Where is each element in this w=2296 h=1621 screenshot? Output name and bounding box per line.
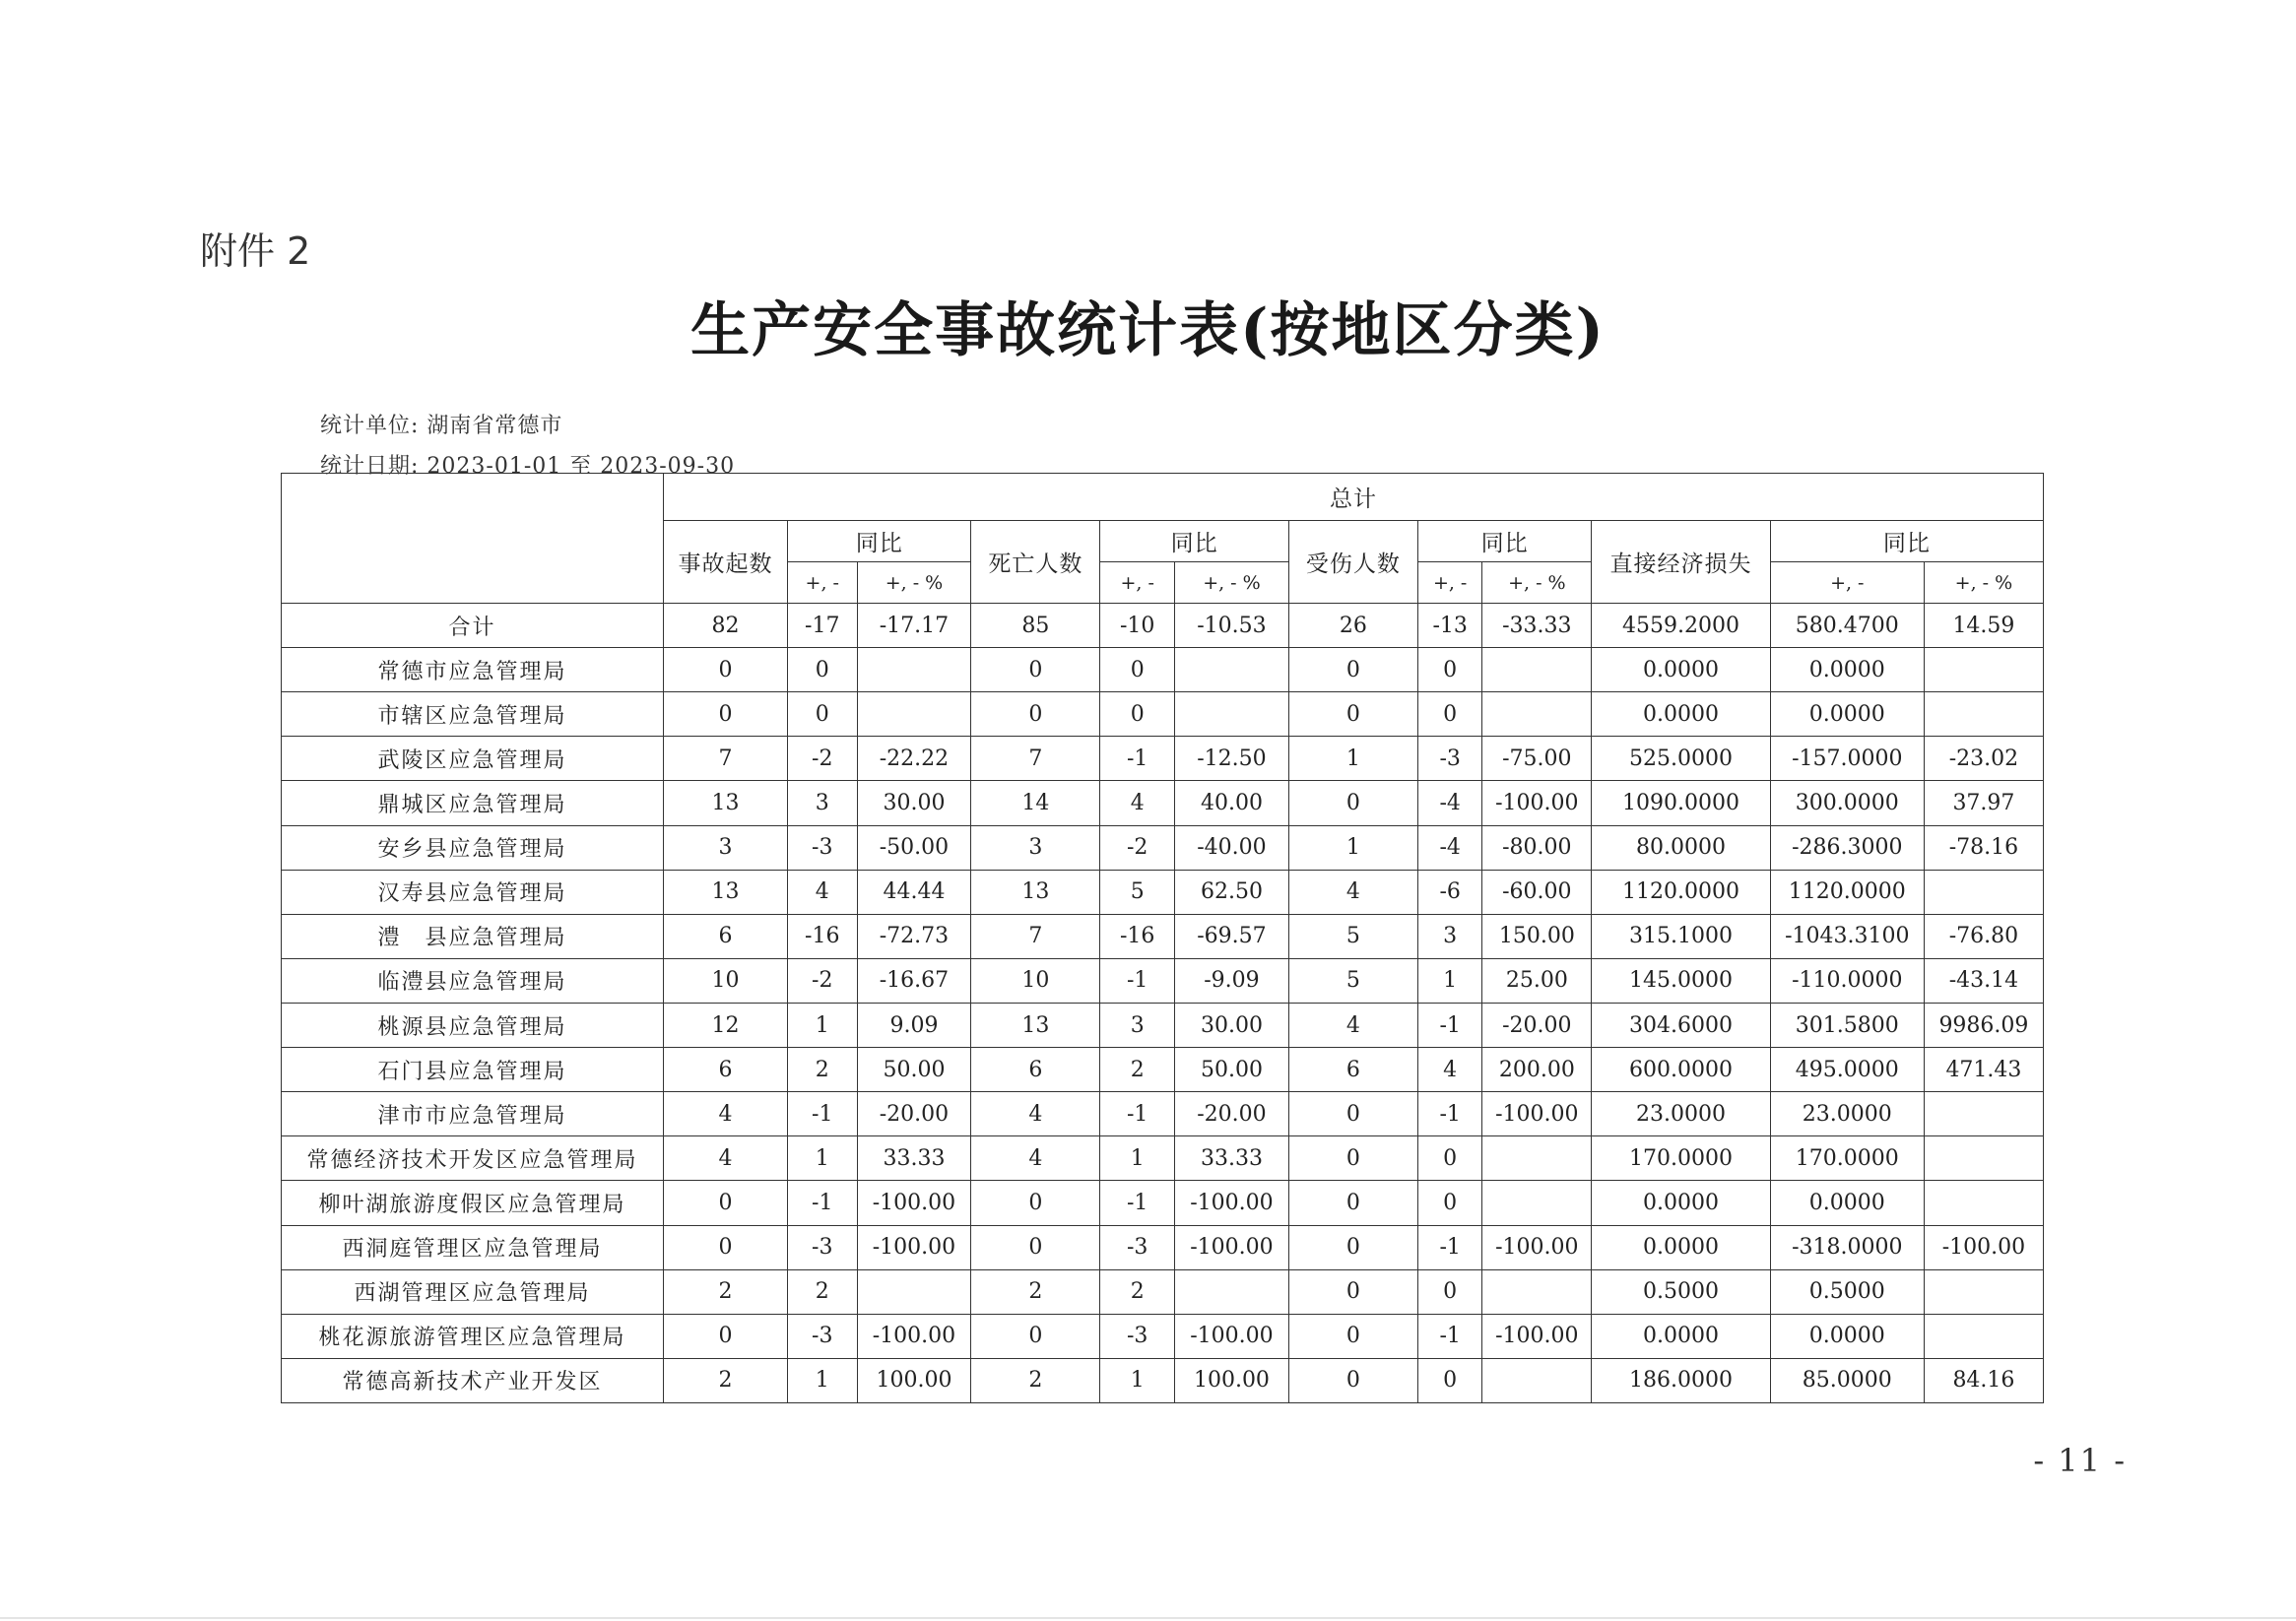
cell-loss: 0.0000 bbox=[1592, 1314, 1770, 1358]
cell-inj: 0 bbox=[1288, 1225, 1417, 1269]
cell-death-pct bbox=[1175, 648, 1289, 692]
table-row bbox=[282, 1181, 2044, 1225]
cell-death-diff: 4 bbox=[1100, 781, 1175, 825]
cell-death-pct bbox=[1175, 692, 1289, 737]
cell-acc-diff: 1 bbox=[787, 1003, 857, 1047]
cell-acc-pct bbox=[857, 648, 971, 692]
cell-region: 常德高新技术产业开发区 bbox=[282, 1358, 664, 1402]
cell-death: 2 bbox=[971, 1358, 1100, 1402]
cell-death: 14 bbox=[971, 781, 1100, 825]
cell-acc-diff: -2 bbox=[787, 958, 857, 1003]
cell-acc-pct: -72.73 bbox=[857, 914, 971, 958]
cell-death: 6 bbox=[971, 1048, 1100, 1092]
cell-death: 0 bbox=[971, 1181, 1100, 1225]
cell-acc: 12 bbox=[664, 1003, 788, 1047]
statistics-table bbox=[281, 473, 2044, 1403]
cell-region: 津市市应急管理局 bbox=[282, 1092, 664, 1136]
header-injured-diff: +, - bbox=[1417, 562, 1482, 604]
cell-loss: 304.6000 bbox=[1592, 1003, 1770, 1047]
cell-acc: 2 bbox=[664, 1358, 788, 1402]
cell-death-diff: -1 bbox=[1100, 737, 1175, 781]
cell-loss: 186.0000 bbox=[1592, 1358, 1770, 1402]
cell-inj: 0 bbox=[1288, 1358, 1417, 1402]
header-deaths-diff: +, - bbox=[1100, 562, 1175, 604]
cell-inj-diff: -13 bbox=[1417, 604, 1482, 648]
cell-inj: 5 bbox=[1288, 914, 1417, 958]
cell-inj-pct: -100.00 bbox=[1482, 781, 1592, 825]
cell-acc-pct: 9.09 bbox=[857, 1003, 971, 1047]
cell-loss-diff: 495.0000 bbox=[1770, 1048, 1924, 1092]
cell-death: 0 bbox=[971, 648, 1100, 692]
cell-loss-pct: -43.14 bbox=[1924, 958, 2043, 1003]
cell-death-pct: 62.50 bbox=[1175, 870, 1289, 914]
cell-inj-pct bbox=[1482, 1181, 1592, 1225]
table-row bbox=[282, 1358, 2044, 1402]
cell-loss-pct: 84.16 bbox=[1924, 1358, 2043, 1402]
cell-loss: 23.0000 bbox=[1592, 1092, 1770, 1136]
header-loss: 直接经济损失 bbox=[1592, 521, 1770, 604]
cell-inj-pct bbox=[1482, 1136, 1592, 1181]
cell-death-pct: 100.00 bbox=[1175, 1358, 1289, 1402]
cell-death-pct: -10.53 bbox=[1175, 604, 1289, 648]
cell-region: 市辖区应急管理局 bbox=[282, 692, 664, 737]
cell-death-diff: -3 bbox=[1100, 1225, 1175, 1269]
cell-loss-pct bbox=[1924, 1269, 2043, 1314]
cell-death-diff: 0 bbox=[1100, 692, 1175, 737]
table-row bbox=[282, 692, 2044, 737]
table-header bbox=[282, 474, 2044, 604]
cell-acc-diff: -17 bbox=[787, 604, 857, 648]
cell-inj-diff: 3 bbox=[1417, 914, 1482, 958]
cell-loss-pct: 14.59 bbox=[1924, 604, 2043, 648]
cell-loss: 4559.2000 bbox=[1592, 604, 1770, 648]
cell-acc-pct: 30.00 bbox=[857, 781, 971, 825]
cell-loss-pct bbox=[1924, 1181, 2043, 1225]
cell-loss: 0.0000 bbox=[1592, 1225, 1770, 1269]
cell-acc-diff: 0 bbox=[787, 648, 857, 692]
cell-acc-diff: -3 bbox=[787, 825, 857, 870]
cell-death-diff: 2 bbox=[1100, 1048, 1175, 1092]
cell-inj-diff: 0 bbox=[1417, 648, 1482, 692]
page-number: - 11 - bbox=[2033, 1442, 2127, 1479]
cell-inj-pct: -100.00 bbox=[1482, 1225, 1592, 1269]
cell-inj-pct bbox=[1482, 648, 1592, 692]
header-accidents: 事故起数 bbox=[664, 521, 788, 604]
cell-loss-diff: 301.5800 bbox=[1770, 1003, 1924, 1047]
table-row bbox=[282, 1314, 2044, 1358]
cell-region: 汉寿县应急管理局 bbox=[282, 870, 664, 914]
cell-loss-diff: -318.0000 bbox=[1770, 1225, 1924, 1269]
cell-loss-pct: -23.02 bbox=[1924, 737, 2043, 781]
cell-death-diff: 1 bbox=[1100, 1136, 1175, 1181]
cell-death: 0 bbox=[971, 1314, 1100, 1358]
cell-loss-pct bbox=[1924, 870, 2043, 914]
cell-region: 常德市应急管理局 bbox=[282, 648, 664, 692]
cell-death-diff: -2 bbox=[1100, 825, 1175, 870]
cell-inj-pct: -100.00 bbox=[1482, 1092, 1592, 1136]
cell-loss-diff: 1120.0000 bbox=[1770, 870, 1924, 914]
cell-loss-diff: -157.0000 bbox=[1770, 737, 1924, 781]
header-deaths: 死亡人数 bbox=[971, 521, 1100, 604]
cell-death-pct: -20.00 bbox=[1175, 1092, 1289, 1136]
cell-acc: 6 bbox=[664, 1048, 788, 1092]
cell-inj-pct bbox=[1482, 692, 1592, 737]
cell-death-pct: -40.00 bbox=[1175, 825, 1289, 870]
cell-death: 7 bbox=[971, 914, 1100, 958]
cell-loss: 170.0000 bbox=[1592, 1136, 1770, 1181]
cell-inj: 0 bbox=[1288, 1314, 1417, 1358]
cell-inj-diff: -1 bbox=[1417, 1314, 1482, 1358]
table-row bbox=[282, 1225, 2044, 1269]
cell-loss: 0.0000 bbox=[1592, 648, 1770, 692]
table-row bbox=[282, 1003, 2044, 1047]
cell-inj: 1 bbox=[1288, 737, 1417, 781]
cell-region: 鼎城区应急管理局 bbox=[282, 781, 664, 825]
cell-inj-diff: -3 bbox=[1417, 737, 1482, 781]
cell-acc-diff: 2 bbox=[787, 1048, 857, 1092]
cell-death: 7 bbox=[971, 737, 1100, 781]
table-row bbox=[282, 1092, 2044, 1136]
cell-loss-diff: -1043.3100 bbox=[1770, 914, 1924, 958]
cell-loss: 0.5000 bbox=[1592, 1269, 1770, 1314]
cell-loss-diff: 300.0000 bbox=[1770, 781, 1924, 825]
cell-acc: 13 bbox=[664, 870, 788, 914]
cell-acc-diff: 1 bbox=[787, 1358, 857, 1402]
cell-acc-pct: -100.00 bbox=[857, 1225, 971, 1269]
table-row bbox=[282, 914, 2044, 958]
cell-loss: 1120.0000 bbox=[1592, 870, 1770, 914]
cell-death: 3 bbox=[971, 825, 1100, 870]
cell-death-pct: -12.50 bbox=[1175, 737, 1289, 781]
cell-loss: 80.0000 bbox=[1592, 825, 1770, 870]
cell-loss: 1090.0000 bbox=[1592, 781, 1770, 825]
cell-loss-pct: 471.43 bbox=[1924, 1048, 2043, 1092]
cell-acc-diff: -16 bbox=[787, 914, 857, 958]
cell-loss-diff: 0.5000 bbox=[1770, 1269, 1924, 1314]
cell-acc: 4 bbox=[664, 1092, 788, 1136]
cell-inj-diff: 1 bbox=[1417, 958, 1482, 1003]
header-loss-pct: +, - % bbox=[1924, 562, 2043, 604]
cell-inj: 0 bbox=[1288, 648, 1417, 692]
cell-inj: 1 bbox=[1288, 825, 1417, 870]
cell-inj-pct bbox=[1482, 1358, 1592, 1402]
cell-acc: 4 bbox=[664, 1136, 788, 1181]
cell-acc: 0 bbox=[664, 648, 788, 692]
cell-region: 石门县应急管理局 bbox=[282, 1048, 664, 1092]
cell-death: 13 bbox=[971, 1003, 1100, 1047]
stat-unit: 统计单位: 湖南省常德市 bbox=[320, 414, 563, 438]
cell-death: 85 bbox=[971, 604, 1100, 648]
cell-loss-diff: 170.0000 bbox=[1770, 1136, 1924, 1181]
cell-acc-pct: -20.00 bbox=[857, 1092, 971, 1136]
cell-loss-diff: 23.0000 bbox=[1770, 1092, 1924, 1136]
cell-inj-pct bbox=[1482, 1269, 1592, 1314]
cell-acc-pct: 33.33 bbox=[857, 1136, 971, 1181]
region-header-blank bbox=[282, 474, 664, 604]
cell-death-pct: -9.09 bbox=[1175, 958, 1289, 1003]
cell-loss: 0.0000 bbox=[1592, 692, 1770, 737]
cell-acc-pct: -50.00 bbox=[857, 825, 971, 870]
table-row bbox=[282, 1136, 2044, 1181]
cell-acc-pct: -100.00 bbox=[857, 1181, 971, 1225]
cell-acc-diff: -3 bbox=[787, 1225, 857, 1269]
cell-death-diff: 0 bbox=[1100, 648, 1175, 692]
page-bottom-rule bbox=[0, 1617, 2296, 1619]
cell-death-pct: 30.00 bbox=[1175, 1003, 1289, 1047]
cell-death-diff: 5 bbox=[1100, 870, 1175, 914]
header-accidents-diff: +, - bbox=[787, 562, 857, 604]
cell-region: 澧 县应急管理局 bbox=[282, 914, 664, 958]
cell-acc-pct bbox=[857, 692, 971, 737]
cell-death-pct: -69.57 bbox=[1175, 914, 1289, 958]
cell-acc-pct: 44.44 bbox=[857, 870, 971, 914]
cell-acc: 6 bbox=[664, 914, 788, 958]
cell-death: 4 bbox=[971, 1092, 1100, 1136]
cell-acc-diff: -1 bbox=[787, 1181, 857, 1225]
table-row bbox=[282, 604, 2044, 648]
cell-acc-pct: -17.17 bbox=[857, 604, 971, 648]
cell-inj: 4 bbox=[1288, 1003, 1417, 1047]
cell-inj: 4 bbox=[1288, 870, 1417, 914]
cell-death-diff: -3 bbox=[1100, 1314, 1175, 1358]
cell-region: 合计 bbox=[282, 604, 664, 648]
cell-death-pct: -100.00 bbox=[1175, 1314, 1289, 1358]
cell-death-diff: 1 bbox=[1100, 1358, 1175, 1402]
header-deaths-yoy: 同比 bbox=[1100, 521, 1288, 562]
cell-loss: 600.0000 bbox=[1592, 1048, 1770, 1092]
cell-inj-pct: 25.00 bbox=[1482, 958, 1592, 1003]
table-row bbox=[282, 825, 2044, 870]
table-row bbox=[282, 737, 2044, 781]
cell-acc-pct: -16.67 bbox=[857, 958, 971, 1003]
cell-acc: 13 bbox=[664, 781, 788, 825]
cell-inj: 0 bbox=[1288, 692, 1417, 737]
cell-region: 柳叶湖旅游度假区应急管理局 bbox=[282, 1181, 664, 1225]
cell-region: 西湖管理区应急管理局 bbox=[282, 1269, 664, 1314]
header-deaths-pct: +, - % bbox=[1175, 562, 1289, 604]
cell-acc: 7 bbox=[664, 737, 788, 781]
cell-inj-diff: -1 bbox=[1417, 1092, 1482, 1136]
cell-acc-diff: 4 bbox=[787, 870, 857, 914]
cell-loss-diff: 85.0000 bbox=[1770, 1358, 1924, 1402]
cell-loss-diff: -110.0000 bbox=[1770, 958, 1924, 1003]
cell-death: 0 bbox=[971, 692, 1100, 737]
table-row bbox=[282, 1048, 2044, 1092]
cell-acc: 0 bbox=[664, 1314, 788, 1358]
cell-acc-pct: -22.22 bbox=[857, 737, 971, 781]
cell-inj-diff: 0 bbox=[1417, 1358, 1482, 1402]
cell-inj-diff: 0 bbox=[1417, 1136, 1482, 1181]
table-row bbox=[282, 958, 2044, 1003]
cell-death: 2 bbox=[971, 1269, 1100, 1314]
cell-inj-diff: 0 bbox=[1417, 1181, 1482, 1225]
cell-inj: 0 bbox=[1288, 1181, 1417, 1225]
cell-acc-diff: -3 bbox=[787, 1314, 857, 1358]
cell-death-diff: 2 bbox=[1100, 1269, 1175, 1314]
cell-loss-diff: 0.0000 bbox=[1770, 692, 1924, 737]
cell-acc: 2 bbox=[664, 1269, 788, 1314]
cell-death-pct: 33.33 bbox=[1175, 1136, 1289, 1181]
cell-death: 10 bbox=[971, 958, 1100, 1003]
cell-acc-diff: 3 bbox=[787, 781, 857, 825]
cell-inj-diff: -1 bbox=[1417, 1225, 1482, 1269]
cell-loss-pct bbox=[1924, 648, 2043, 692]
header-injured-pct: +, - % bbox=[1482, 562, 1592, 604]
cell-death-diff: -1 bbox=[1100, 958, 1175, 1003]
cell-acc-diff: 2 bbox=[787, 1269, 857, 1314]
header-injured: 受伤人数 bbox=[1288, 521, 1417, 604]
cell-death-pct: -100.00 bbox=[1175, 1181, 1289, 1225]
cell-acc-pct: -100.00 bbox=[857, 1314, 971, 1358]
cell-inj-diff: 4 bbox=[1417, 1048, 1482, 1092]
cell-loss-pct bbox=[1924, 1092, 2043, 1136]
header-loss-diff: +, - bbox=[1770, 562, 1924, 604]
cell-region: 桃源县应急管理局 bbox=[282, 1003, 664, 1047]
cell-death-pct bbox=[1175, 1269, 1289, 1314]
cell-inj-pct: -20.00 bbox=[1482, 1003, 1592, 1047]
cell-loss-pct: -100.00 bbox=[1924, 1225, 2043, 1269]
cell-inj-pct: -75.00 bbox=[1482, 737, 1592, 781]
cell-acc-pct bbox=[857, 1269, 971, 1314]
cell-death: 0 bbox=[971, 1225, 1100, 1269]
cell-acc: 0 bbox=[664, 1225, 788, 1269]
cell-death-diff: -16 bbox=[1100, 914, 1175, 958]
cell-region: 桃花源旅游管理区应急管理局 bbox=[282, 1314, 664, 1358]
cell-region: 武陵区应急管理局 bbox=[282, 737, 664, 781]
cell-inj-diff: -4 bbox=[1417, 781, 1482, 825]
cell-death: 4 bbox=[971, 1136, 1100, 1181]
table-row bbox=[282, 1269, 2044, 1314]
cell-loss-diff: 580.4700 bbox=[1770, 604, 1924, 648]
cell-death-diff: -1 bbox=[1100, 1181, 1175, 1225]
cell-death: 13 bbox=[971, 870, 1100, 914]
cell-acc-diff: -2 bbox=[787, 737, 857, 781]
cell-inj: 6 bbox=[1288, 1048, 1417, 1092]
cell-acc: 10 bbox=[664, 958, 788, 1003]
cell-acc: 0 bbox=[664, 692, 788, 737]
cell-loss: 525.0000 bbox=[1592, 737, 1770, 781]
cell-inj: 26 bbox=[1288, 604, 1417, 648]
cell-acc-diff: -1 bbox=[787, 1092, 857, 1136]
cell-inj: 0 bbox=[1288, 1269, 1417, 1314]
cell-loss-pct bbox=[1924, 1314, 2043, 1358]
header-accidents-yoy: 同比 bbox=[787, 521, 970, 562]
cell-acc: 3 bbox=[664, 825, 788, 870]
cell-inj-diff: -4 bbox=[1417, 825, 1482, 870]
cell-inj-pct: -60.00 bbox=[1482, 870, 1592, 914]
cell-loss: 315.1000 bbox=[1592, 914, 1770, 958]
cell-death-diff: -10 bbox=[1100, 604, 1175, 648]
table-row bbox=[282, 781, 2044, 825]
cell-inj: 0 bbox=[1288, 1136, 1417, 1181]
cell-loss-diff: 0.0000 bbox=[1770, 648, 1924, 692]
table-row bbox=[282, 648, 2044, 692]
cell-acc: 82 bbox=[664, 604, 788, 648]
cell-loss-pct bbox=[1924, 692, 2043, 737]
table-body bbox=[282, 604, 2044, 1403]
cell-acc-diff: 1 bbox=[787, 1136, 857, 1181]
cell-inj-diff: -6 bbox=[1417, 870, 1482, 914]
cell-inj-pct: -80.00 bbox=[1482, 825, 1592, 870]
cell-death-diff: 3 bbox=[1100, 1003, 1175, 1047]
cell-region: 常德经济技术开发区应急管理局 bbox=[282, 1136, 664, 1181]
cell-loss-pct: 37.97 bbox=[1924, 781, 2043, 825]
cell-death-pct: 40.00 bbox=[1175, 781, 1289, 825]
cell-loss-pct: 9986.09 bbox=[1924, 1003, 2043, 1047]
header-loss-yoy: 同比 bbox=[1770, 521, 2043, 562]
cell-loss-diff: 0.0000 bbox=[1770, 1314, 1924, 1358]
cell-loss-pct bbox=[1924, 1136, 2043, 1181]
cell-death-pct: -100.00 bbox=[1175, 1225, 1289, 1269]
cell-inj-pct: -100.00 bbox=[1482, 1314, 1592, 1358]
cell-death-pct: 50.00 bbox=[1175, 1048, 1289, 1092]
cell-inj-pct: -33.33 bbox=[1482, 604, 1592, 648]
header-total: 总计 bbox=[664, 474, 2044, 521]
cell-loss-pct: -76.80 bbox=[1924, 914, 2043, 958]
cell-loss-diff: -286.3000 bbox=[1770, 825, 1924, 870]
cell-inj: 0 bbox=[1288, 1092, 1417, 1136]
cell-acc: 0 bbox=[664, 1181, 788, 1225]
cell-region: 安乡县应急管理局 bbox=[282, 825, 664, 870]
cell-acc-pct: 50.00 bbox=[857, 1048, 971, 1092]
header-injured-yoy: 同比 bbox=[1417, 521, 1591, 562]
cell-acc-diff: 0 bbox=[787, 692, 857, 737]
page-title: 生产安全事故统计表(按地区分类) bbox=[690, 296, 1606, 365]
cell-inj-diff: -1 bbox=[1417, 1003, 1482, 1047]
cell-inj-pct: 200.00 bbox=[1482, 1048, 1592, 1092]
cell-loss-diff: 0.0000 bbox=[1770, 1181, 1924, 1225]
cell-death-diff: -1 bbox=[1100, 1092, 1175, 1136]
cell-loss: 0.0000 bbox=[1592, 1181, 1770, 1225]
cell-inj: 0 bbox=[1288, 781, 1417, 825]
cell-region: 西洞庭管理区应急管理局 bbox=[282, 1225, 664, 1269]
cell-inj-diff: 0 bbox=[1417, 692, 1482, 737]
stat-date: 统计日期: 2023-01-01 至 2023-09-30 bbox=[320, 454, 736, 479]
cell-loss-pct: -78.16 bbox=[1924, 825, 2043, 870]
table-row bbox=[282, 870, 2044, 914]
attachment-label: 附件 2 bbox=[200, 229, 311, 273]
cell-inj-pct: 150.00 bbox=[1482, 914, 1592, 958]
cell-region: 临澧县应急管理局 bbox=[282, 958, 664, 1003]
cell-acc-pct: 100.00 bbox=[857, 1358, 971, 1402]
cell-inj-diff: 0 bbox=[1417, 1269, 1482, 1314]
cell-loss: 145.0000 bbox=[1592, 958, 1770, 1003]
cell-inj: 5 bbox=[1288, 958, 1417, 1003]
header-accidents-pct: +, - % bbox=[857, 562, 971, 604]
